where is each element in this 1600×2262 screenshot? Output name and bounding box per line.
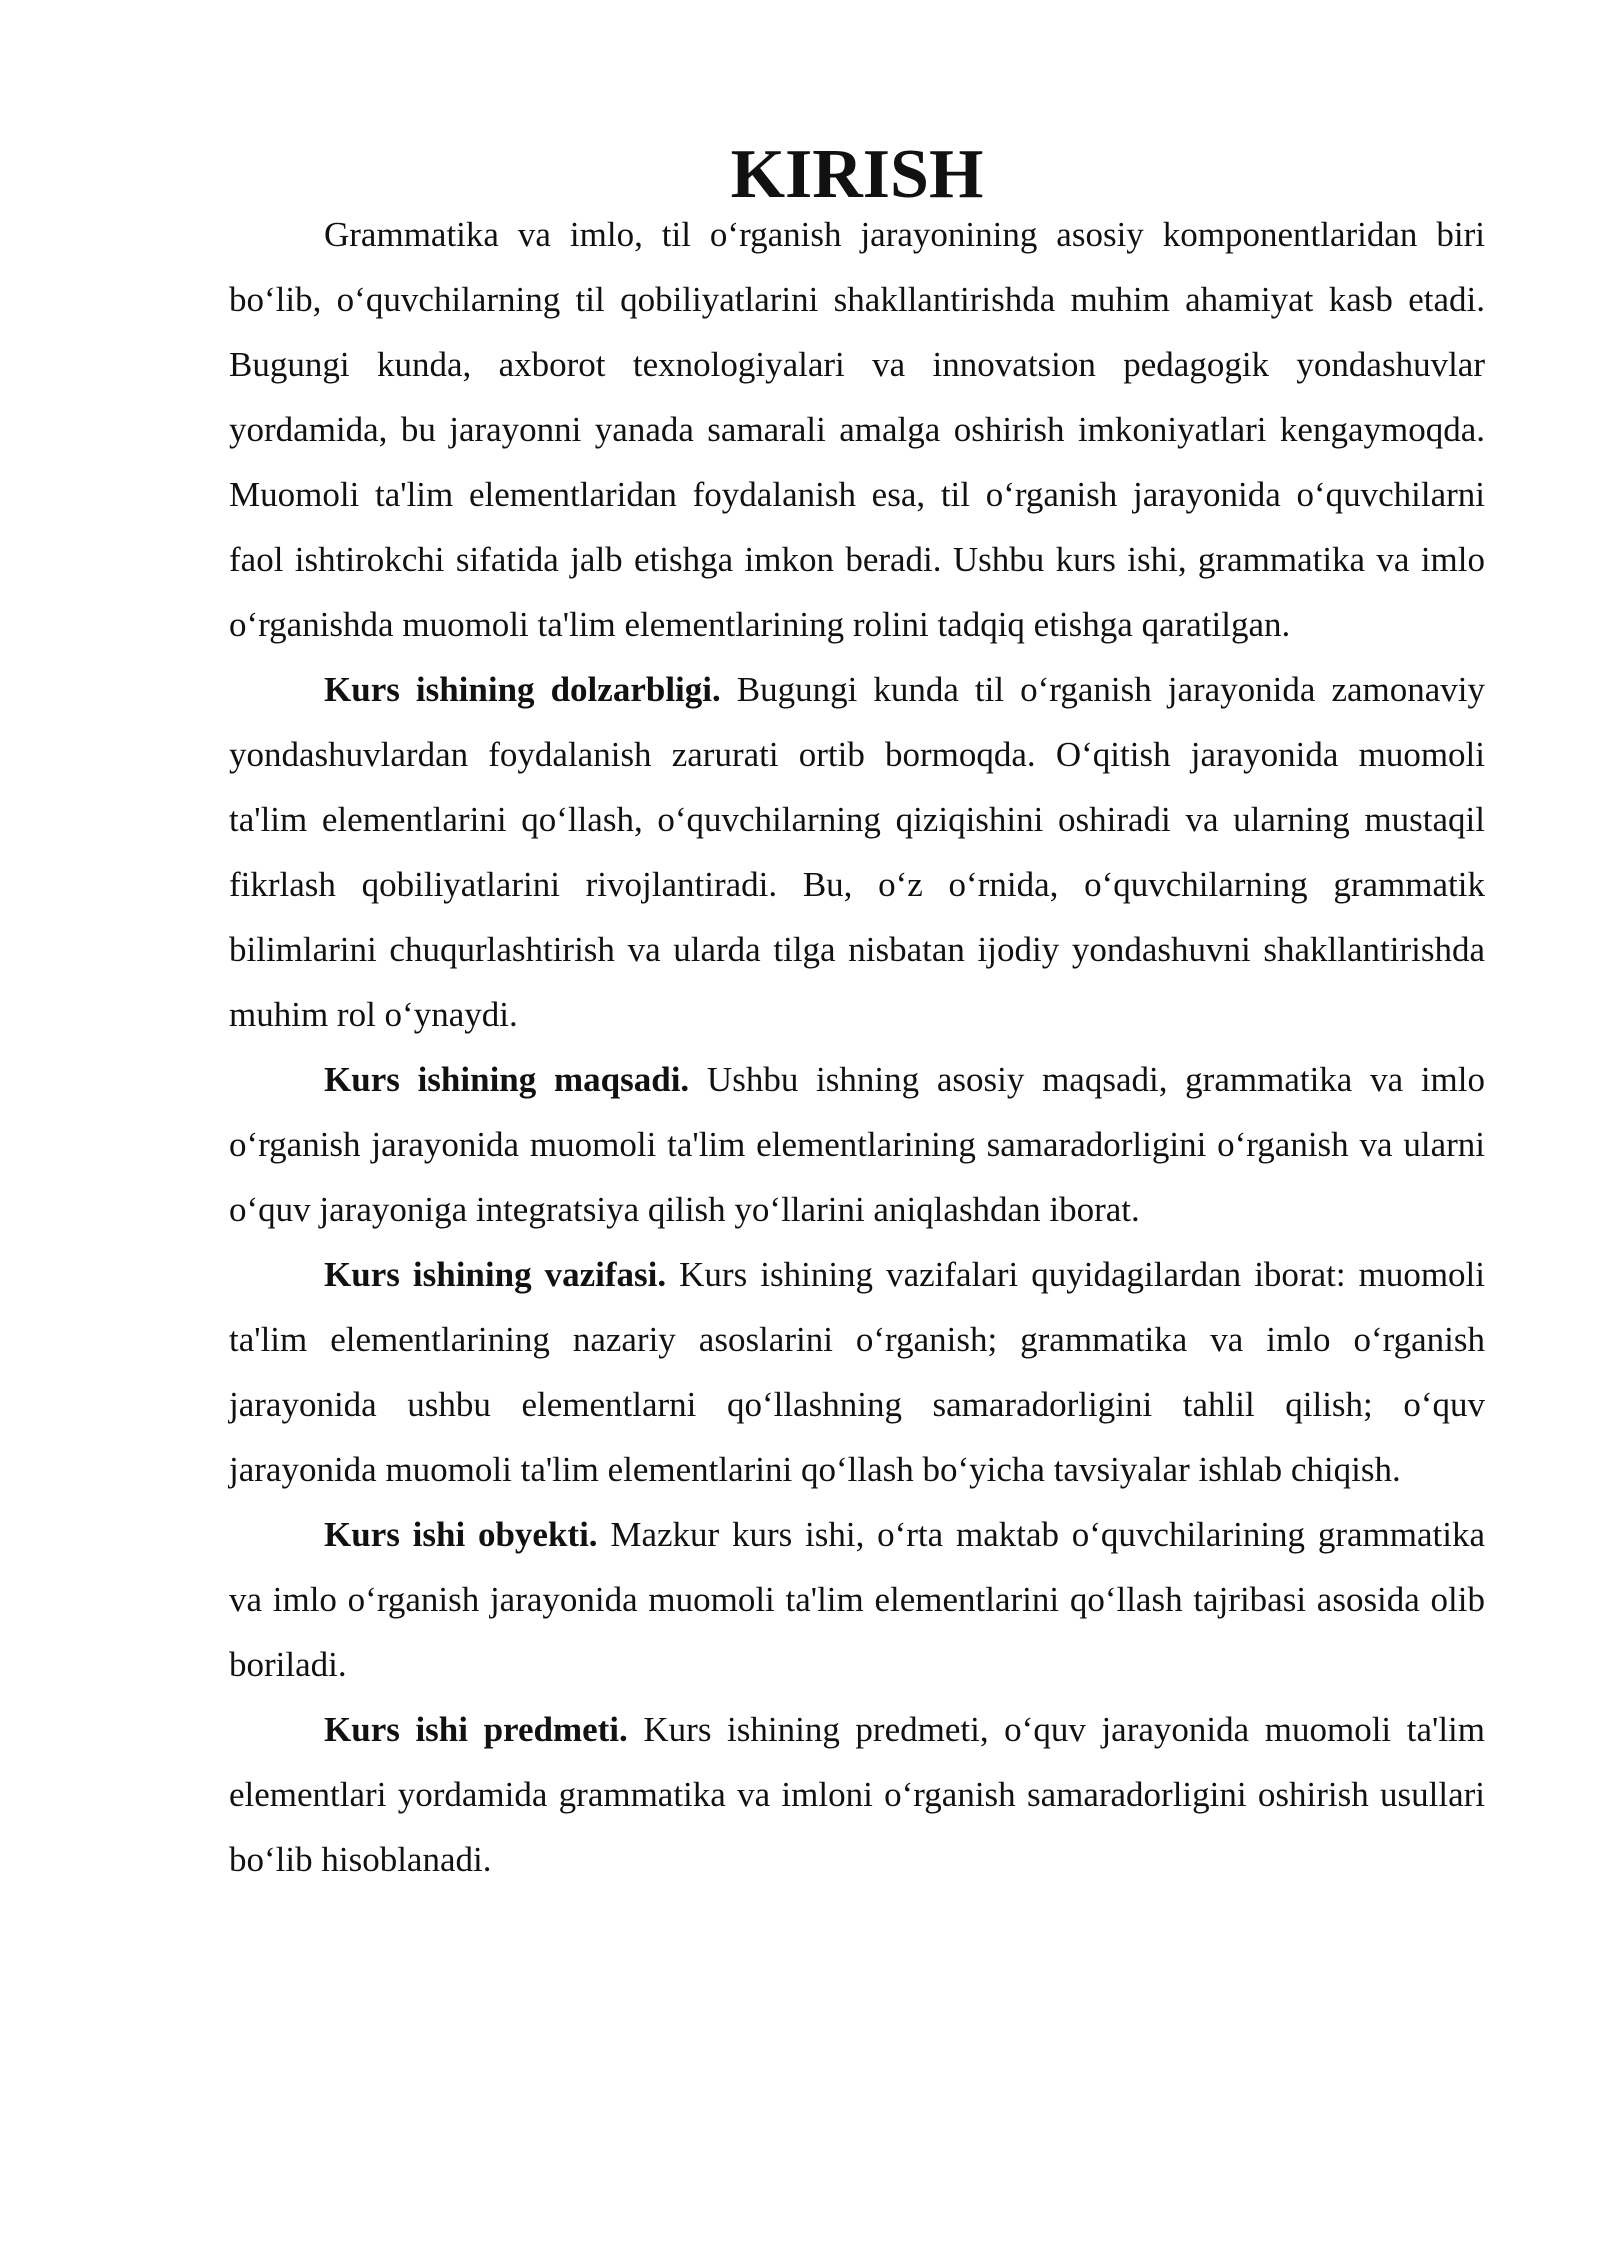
paragraph-text: Grammatika va imlo, til o‘rganish jarayonining asosiy komponentlaridan biri bo‘lib, o‘quvchilarning til qobiliyatlarini shakllantirishda muhim ahamiyat kasb etadi. Bugungi kunda, axborot texnologiyalari va innovatsion pedagogik yondashuvlar yordamida, bu jarayonni yanada samarali amalga oshirish imkoniyatlari kengaymoqda. Muomoli ta'lim elementlaridan foydalanish esa, til o‘rganish jarayonida o‘quvchilarni faol ishtirokchi sifatida jalb etishga imkon beradi. Ushbu kurs ishi, grammatika va imlo o‘rganishda muomoli ta'lim elementlarining rolini tadqiq etishga qaratilgan. xyxy=(229,215,1485,644)
paragraph-text: Mazkur kurs ishi, o‘rta maktab o‘quvchilarining grammatika va imlo o‘rganish jarayonida muomoli ta'lim elementlarini qo‘llash tajribasi asosida olib boriladi. xyxy=(229,1515,1485,1684)
paragraph-text: Bugungi kunda til o‘rganish jarayonida zamonaviy yondashuvlardan foydalanish zarurati ortib bormoqda. O‘qitish jarayonida muomoli ta'lim elementlarini qo‘llash, o‘quvchilarning qiziqishini oshiradi va ularning mustaqil fikrlash qobiliyatlarini rivojlantiradi. Bu, o‘z o‘rnida, o‘quvchilarning grammatik bilimlarini chuqurlashtirish va ularda tilga nisbatan ijodiy yondashuvni shakllantirishda muhim rol o‘ynaydi. xyxy=(229,670,1486,1034)
paragraph-intro xyxy=(229,202,1485,657)
paragraph-text: Kurs ishining vazifalari quyidagilardan iborat: muomoli ta'lim elementlarining nazariy asoslarini o‘rganish; grammatika va imlo o‘rganish jarayonida ushbu elementlarni qo‘llashning samaradorligini tahlil qilish; o‘quv jarayonida muomoli ta'lim elementlarini qo‘llash bo‘yicha tavsiyalar ishlab chiqish. xyxy=(229,1255,1485,1489)
paragraph-relevance xyxy=(229,657,1485,1047)
paragraph-subject xyxy=(229,1697,1485,1892)
paragraph-heading: Kurs ishining maqsadi. xyxy=(324,1060,690,1099)
paragraph-heading: Kurs ishining vazifasi. xyxy=(324,1255,667,1294)
paragraph-text: Kurs ishining predmeti, o‘quv jarayonida muomoli ta'lim elementlari yordamida grammatika va imloni o‘rganish samaradorligini oshirish usullari bo‘lib hisoblanadi. xyxy=(229,1710,1485,1879)
paragraph-tasks xyxy=(229,1242,1485,1502)
page-title: KIRISH xyxy=(730,136,984,213)
paragraph-goal xyxy=(229,1047,1485,1242)
paragraph-heading: Kurs ishi predmeti. xyxy=(324,1710,628,1749)
document-body xyxy=(229,136,1486,1892)
paragraph-text: Ushbu ishning asosiy maqsadi, grammatika va imlo o‘rganish jarayonida muomoli ta'lim elementlarining samaradorligini o‘rganish va ularni o‘quv jarayoniga integratsiya qilish yo‘llarini aniqlashdan iborat. xyxy=(229,1060,1486,1229)
paragraph-heading: Kurs ishining dolzarbligi. xyxy=(324,670,721,709)
paragraph-heading: Kurs ishi obyekti. xyxy=(324,1515,598,1554)
paragraph-object xyxy=(229,1502,1485,1697)
